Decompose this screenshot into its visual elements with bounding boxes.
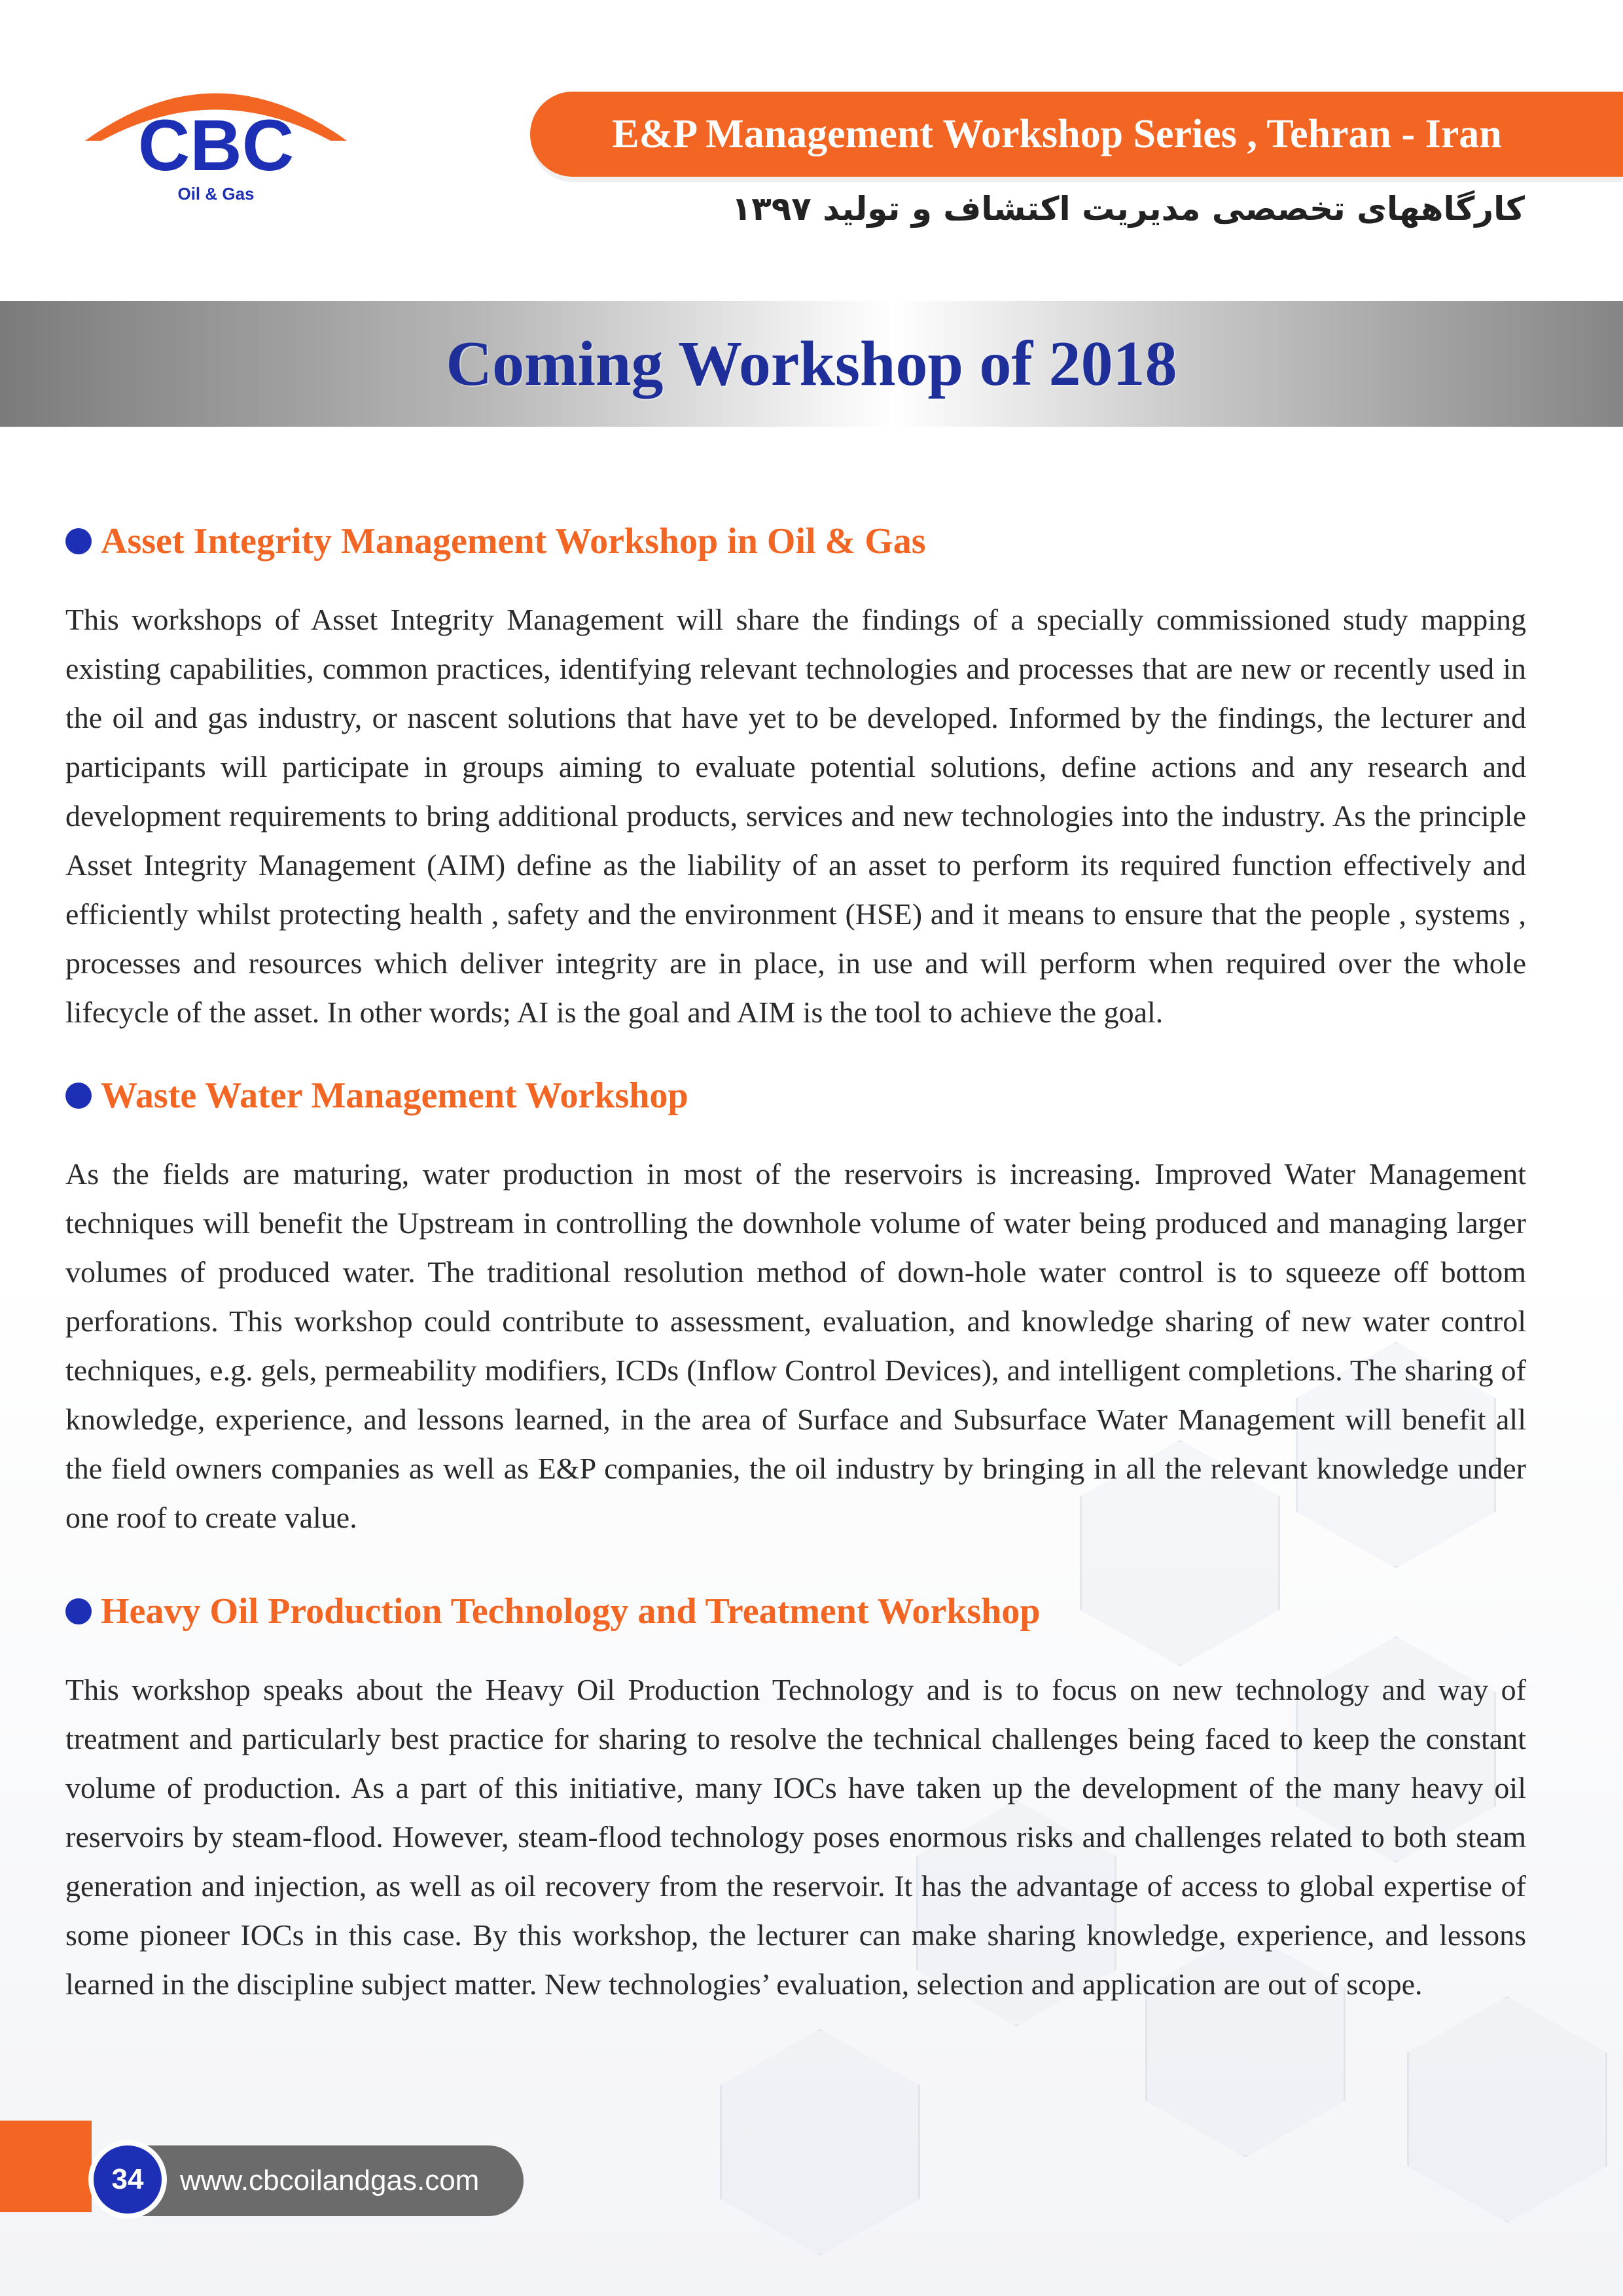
- logo-text: CBC: [137, 105, 294, 186]
- series-title-banner: [530, 92, 1623, 177]
- cbc-logo: [79, 72, 353, 216]
- logo-subtext: Oil & Gas: [177, 184, 255, 204]
- section-heading-text: Asset Integrity Management Workshop in Oil & Gas: [101, 521, 926, 562]
- page-number: 34: [88, 2140, 167, 2219]
- section-body: This workshops of Asset Integrity Management will share the findings of a specially commissioned study mapping existing capabilities, common practices, identifying relevant technologies and processes that are new or recently used in the oil and gas industry, or nascent solutions that have yet to be developed. Informed by the findings, the lecturer and participants will participate in groups aiming to evaluate potential solutions, define actions and any research and development requirements to bring additional products, services and new technologies into the industry. As the principle Asset Integrity Management (AIM) define as the liability of an asset to perform its required function effectively and efficiently whilst protecting health , safety and the environment (HSE) and it means to ensure that the people , systems , processes and resources which deliver integrity are in place, in use and will perform when required over the whole lifecycle of the asset. In other words; AI is the goal and AIM is the tool to achieve the goal.: [65, 603, 1526, 1029]
- section-body: This workshop speaks about the Heavy Oil Production Technology and is to focus on new technology and way of treatment and particularly best practice for sharing to resolve the technical challenges being faced to keep the constant volume of production. As a part of this initiative, many IOCs have taken up the development of the many heavy oil reservoirs by steam-flood. However, steam-flood technology poses enormous risks and challenges related to both steam generation and injection, as well as oil recovery from the reservoir. It has the advantage of access to global expertise of some pioneer IOCs in this case. By this workshop, the lecturer can make sharing knowledge, experience, and lessons learned in the discipline subject matter. New technologies’ evaluation, selection and application are out of scope.: [65, 1673, 1526, 2001]
- section-waste-water: [65, 1069, 1526, 1542]
- bullet-icon: [65, 1083, 92, 1109]
- background-hexagon: [720, 2029, 920, 2255]
- section-heading: [65, 1585, 1526, 1638]
- bullet-icon: [65, 1598, 92, 1624]
- page-banner: [0, 301, 1623, 427]
- section-heading-text: Heavy Oil Production Technology and Treatment Workshop: [101, 1591, 1041, 1632]
- persian-subtitle: کارگاههای تخصصی مدیریت اکتشاف و تولید ۱۳۹۷: [731, 190, 1525, 228]
- section-body: As the fields are maturing, water production in most of the reservoirs is increasing. Improved Water Management techniques will benefit the Upstream in controlling the downhole volume of water being produced and managing larger volumes of produced water. The traditional resolution method of down-hole water control is to squeeze off bottom perforations. This workshop could contribute to assessment, evaluation, and knowledge sharing of new water control techniques, e.g. gels, permeability modifiers, ICDs (Inflow Control Devices), and intelligent completions. The sharing of knowledge, experience, and lessons learned, in the area of Surface and Subsurface Water Management will benefit all the field owners companies as well as E&P companies, the oil industry by bringing in all the relevant knowledge under one roof to create value.: [65, 1157, 1526, 1534]
- section-heavy-oil: [65, 1585, 1526, 2009]
- page-title: Coming Workshop of 2018: [446, 329, 1177, 399]
- series-title: E&P Management Workshop Series , Tehran - Iran: [612, 111, 1502, 156]
- bullet-icon: [65, 528, 92, 554]
- section-heading: [65, 1069, 1526, 1122]
- section-heading: [65, 515, 1526, 567]
- background-hexagon: [1407, 1996, 1607, 2223]
- section-asset-integrity: [65, 515, 1526, 1037]
- section-heading-text: Waste Water Management Workshop: [101, 1075, 688, 1116]
- footer-accent-bar: [0, 2121, 92, 2212]
- website-link[interactable]: www.cbcoilandgas.com: [180, 2164, 480, 2197]
